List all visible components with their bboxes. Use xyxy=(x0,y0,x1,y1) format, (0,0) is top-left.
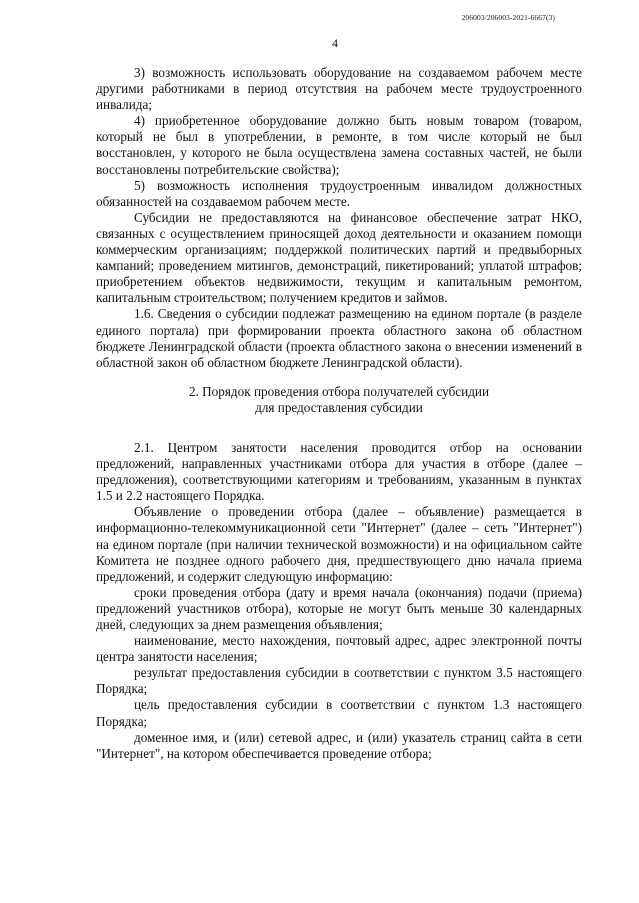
paragraph-purpose: цель предоставления субсидии в соответствии с пунктом 1.3 настоящего Порядка; xyxy=(96,697,582,729)
paragraph-item-3: 3) возможность использовать оборудование на создаваемом рабочем месте другими работниками в период отсутствия на рабочем месте трудоустроенного инвалида; xyxy=(96,65,582,113)
section-heading-line-2: для предоставления субсидии xyxy=(255,399,423,415)
paragraph-deadlines: сроки проведения отбора (дату и время начала (окончания) подачи (приема) предложений участников отбора), которые не могут быть меньше 30 календарных дней, следующих за днем размещения объявления; xyxy=(96,584,582,632)
paragraph-1-6: 1.6. Сведения о субсидии подлежат размещению на едином портале (в разделе единого портала) при формировании проекта областного закона об областном бюджете Ленинградской области (проекта областного закона о внесении изменений в областной закон об областном бюджете Ленинградской области). xyxy=(96,306,582,370)
paragraph-domain: доменное имя, и (или) сетевой адрес, и (или) указатель страниц сайта в сети "Интернет", на котором обеспечивается проведение отбора; xyxy=(96,729,582,761)
paragraph-item-5: 5) возможность исполнения трудоустроенным инвалидом должностных обязанностей на создаваемом рабочем месте. xyxy=(96,177,582,209)
section-heading xyxy=(96,384,582,416)
paragraph-announcement: Объявление о проведении отбора (далее – объявление) размещается в информационно-телекоммуникационной сети "Интернет" (далее – сеть "Интернет") на едином портале (при наличии технической возможности) и на официальном сайте Комитета не позднее одного рабочего дня, предшествующего дню начала приема предложений, и содержит следующую информацию: xyxy=(96,504,582,584)
paragraph-employment-center: наименование, место нахождения, почтовый адрес, адрес электронной почты центра занятости населения; xyxy=(96,633,582,665)
paragraph-result: результат предоставления субсидии в соответствии с пунктом 3.5 настоящего Порядка; xyxy=(96,665,582,697)
section-heading-line-1: 2. Порядок проведения отбора получателей субсидии xyxy=(188,383,490,399)
document-id: 206003/206003-2021-6667(3) xyxy=(461,13,555,22)
paragraph-subsidy-restrictions: Субсидии не предоставляются на финансовое обеспечение затрат НКО, связанных с осуществлением приносящей доход деятельности и оказанием помощи коммерческим организациям; поддержкой политических партий и предвыборных кампаний; проведением митингов, демонстраций, пикетирований; уплатой штрафов; приобретением объектов недвижимости, текущим и капитальным ремонтом, капитальным строительством; получением кредитов и займов. xyxy=(96,209,582,306)
paragraph-2-1: 2.1. Центром занятости населения проводится отбор на основании предложений, направленных участниками отбора для участия в отборе (далее – предложения), соответствующими категориям и требованиям, указанным в пунктах 1.5 и 2.2 настоящего Порядка. xyxy=(96,439,582,504)
document-body xyxy=(96,65,582,762)
page-number: 4 xyxy=(332,36,338,50)
paragraph-item-4: 4) приобретенное оборудование должно быть новым товаром (товаром, который не был в употреблении, в ремонте, в том числе который не был восстановлен, у которого не была осуществлена замена составных частей, не были восстановлены потребительские свойства); xyxy=(96,113,582,177)
